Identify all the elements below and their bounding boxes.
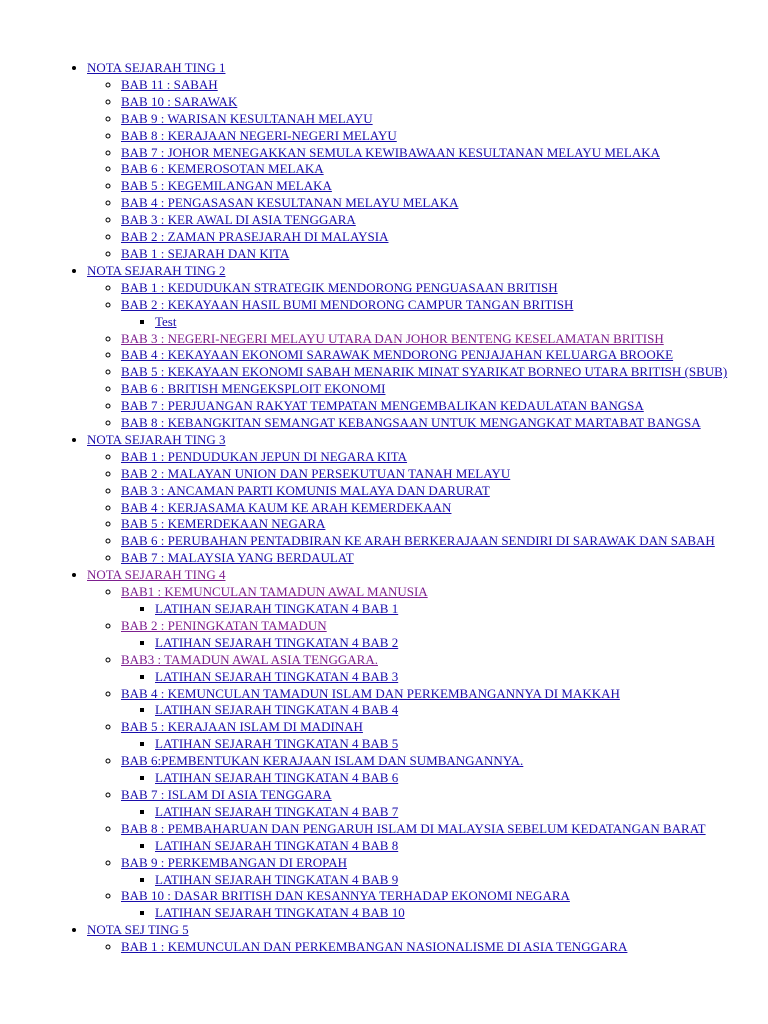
chapter-item — [121, 719, 768, 753]
chapter-item — [121, 686, 768, 720]
chapter-link[interactable]: BAB 9 : PERKEMBANGAN DI EROPAH — [121, 854, 347, 870]
chapter-link[interactable]: BAB 7 : MALAYSIA YANG BERDAULAT — [121, 550, 354, 566]
chapter-link[interactable]: BAB3 : TAMADUN AWAL ASIA TENGGARA. — [121, 651, 378, 667]
sub-item — [155, 905, 768, 922]
chapter-item — [121, 550, 768, 567]
sub-item — [155, 314, 768, 331]
chapter-item — [121, 364, 768, 381]
chapter-item — [121, 94, 768, 111]
chapter-link[interactable]: BAB 6 : PERUBAHAN PENTADBIRAN KE ARAH BERKERAJAAN SENDIRI DI SARAWAK DAN SABAH — [121, 533, 715, 549]
sub-item — [155, 838, 768, 855]
chapter-link[interactable]: BAB 4 : KERJASAMA KAUM KE ARAH KEMERDEKAAN — [121, 499, 452, 515]
chapter-list — [87, 939, 768, 956]
document-body — [0, 60, 768, 956]
chapter-item — [121, 297, 768, 331]
chapter-item — [121, 77, 768, 94]
chapter-link[interactable]: BAB 5 : KEGEMILANGAN MELAKA — [121, 178, 332, 194]
chapter-link[interactable]: BAB 5 : KEMERDEKAAN NEGARA — [121, 516, 326, 532]
chapter-list — [87, 584, 768, 922]
chapter-item — [121, 347, 768, 364]
chapter-item — [121, 111, 768, 128]
chapter-item — [121, 161, 768, 178]
chapter-item — [121, 195, 768, 212]
section-link[interactable]: NOTA SEJARAH TING 3 — [87, 431, 226, 447]
chapter-list — [87, 449, 768, 567]
section-list — [0, 60, 768, 956]
chapter-item — [121, 398, 768, 415]
chapter-link[interactable]: BAB 7 : PERJUANGAN RAKYAT TEMPATAN MENGEMBALIKAN KEDAULATAN BANGSA — [121, 398, 644, 414]
chapter-link[interactable]: BAB 3 : KER AWAL DI ASIA TENGGARA — [121, 212, 356, 228]
sub-item — [155, 872, 768, 889]
exercise-link[interactable]: LATIHAN SEJARAH TINGKATAN 4 BAB 10 — [155, 905, 405, 921]
chapter-link[interactable]: BAB 4 : KEKAYAAN EKONOMI SARAWAK MENDORONG PENJAJAHAN KELUARGA BROOKE — [121, 347, 674, 363]
chapter-list — [87, 77, 768, 263]
chapter-item — [121, 753, 768, 787]
exercise-link[interactable]: LATIHAN SEJARAH TINGKATAN 4 BAB 4 — [155, 702, 399, 718]
exercise-link[interactable]: LATIHAN SEJARAH TINGKATAN 4 BAB 2 — [155, 634, 399, 650]
chapter-link[interactable]: BAB 7 : ISLAM DI ASIA TENGGARA — [121, 786, 332, 802]
chapter-item — [121, 212, 768, 229]
sub-item — [155, 770, 768, 787]
chapter-link[interactable]: BAB1 : KEMUNCULAN TAMADUN AWAL MANUSIA — [121, 584, 428, 600]
chapter-link[interactable]: BAB 2 : PENINGKATAN TAMADUN — [121, 617, 327, 633]
chapter-link[interactable]: BAB 1 : PENDUDUKAN JEPUN DI NEGARA KITA — [121, 448, 408, 464]
chapter-link[interactable]: BAB 4 : KEMUNCULAN TAMADUN ISLAM DAN PERKEMBANGANNYA DI MAKKAH — [121, 685, 620, 701]
chapter-link[interactable]: BAB 5 : KERAJAAN ISLAM DI MADINAH — [121, 719, 363, 735]
chapter-link[interactable]: BAB 11 : SABAH — [121, 76, 218, 92]
chapter-item — [121, 821, 768, 855]
chapter-item — [121, 178, 768, 195]
section-link[interactable]: NOTA SEJARAH TING 4 — [87, 567, 226, 583]
exercise-link[interactable]: LATIHAN SEJARAH TINGKATAN 4 BAB 8 — [155, 837, 399, 853]
exercise-link[interactable]: LATIHAN SEJARAH TINGKATAN 4 BAB 9 — [155, 871, 399, 887]
chapter-item — [121, 229, 768, 246]
section-item — [87, 263, 768, 432]
chapter-link[interactable]: BAB 3 : ANCAMAN PARTI KOMUNIS MALAYA DAN DARURAT — [121, 482, 490, 498]
chapter-link[interactable]: BAB 2 : KEKAYAAN HASIL BUMI MENDORONG CAMPUR TANGAN BRITISH — [121, 296, 574, 312]
chapter-item — [121, 939, 768, 956]
sub-item — [155, 635, 768, 652]
chapter-link[interactable]: BAB 1 : KEDUDUKAN STRATEGIK MENDORONG PENGUASAAN BRITISH — [121, 279, 558, 295]
chapter-link[interactable]: BAB 2 : MALAYAN UNION DAN PERSEKUTUAN TANAH MELAYU — [121, 465, 511, 481]
chapter-item — [121, 483, 768, 500]
sub-list — [121, 601, 768, 618]
exercise-link[interactable]: LATIHAN SEJARAH TINGKATAN 4 BAB 6 — [155, 770, 399, 786]
chapter-item — [121, 652, 768, 686]
chapter-link[interactable]: BAB 7 : JOHOR MENEGAKKAN SEMULA KEWIBAWAAN KESULTANAN MELAYU MELAKA — [121, 144, 660, 160]
chapter-item — [121, 618, 768, 652]
chapter-item — [121, 246, 768, 263]
sub-list — [121, 872, 768, 889]
sub-list — [121, 905, 768, 922]
chapter-item — [121, 516, 768, 533]
chapter-link[interactable]: BAB 10 : SARAWAK — [121, 93, 238, 109]
sub-list — [121, 314, 768, 331]
chapter-item — [121, 415, 768, 432]
section-item — [87, 432, 768, 567]
sub-item — [155, 669, 768, 686]
chapter-link[interactable]: BAB 6 : KEMEROSOTAN MELAKA — [121, 161, 324, 177]
chapter-item — [121, 500, 768, 517]
chapter-link[interactable]: BAB 8 : PEMBAHARUAN DAN PENGARUH ISLAM DI MALAYSIA SEBELUM KEDATANGAN BARAT — [121, 820, 706, 836]
sub-link[interactable]: Test — [155, 313, 177, 329]
chapter-link[interactable]: BAB 3 : NEGERI-NEGERI MELAYU UTARA DAN JOHOR BENTENG KESELAMATAN BRITISH — [121, 330, 664, 346]
chapter-link[interactable]: BAB 1 : KEMUNCULAN DAN PERKEMBANGAN NASIONALISME DI ASIA TENGGARA — [121, 939, 628, 955]
exercise-link[interactable]: LATIHAN SEJARAH TINGKATAN 4 BAB 3 — [155, 668, 399, 684]
section-item — [87, 922, 768, 956]
chapter-link[interactable]: BAB 8 : KEBANGKITAN SEMANGAT KEBANGSAAN UNTUK MENGANGKAT MARTABAT BANGSA — [121, 415, 701, 431]
chapter-item — [121, 449, 768, 466]
sub-list — [121, 669, 768, 686]
exercise-link[interactable]: LATIHAN SEJARAH TINGKATAN 4 BAB 7 — [155, 803, 399, 819]
chapter-item — [121, 128, 768, 145]
chapter-item — [121, 584, 768, 618]
sub-list — [121, 635, 768, 652]
chapter-item — [121, 331, 768, 348]
sub-list — [121, 838, 768, 855]
chapter-item — [121, 855, 768, 889]
chapter-link[interactable]: BAB 10 : DASAR BRITISH DAN KESANNYA TERHADAP EKONOMI NEGARA — [121, 888, 570, 904]
sub-item — [155, 702, 768, 719]
chapter-link[interactable]: BAB 1 : SEJARAH DAN KITA — [121, 245, 290, 261]
chapter-list — [87, 280, 768, 432]
chapter-link[interactable]: BAB 6:PEMBENTUKAN KERAJAAN ISLAM DAN SUMBANGANNYA. — [121, 753, 524, 769]
chapter-item — [121, 280, 768, 297]
chapter-link[interactable]: BAB 9 : WARISAN KESULTANAH MELAYU — [121, 110, 373, 126]
chapter-item — [121, 888, 768, 922]
chapter-item — [121, 381, 768, 398]
chapter-link[interactable]: BAB 4 : PENGASASAN KESULTANAN MELAYU MELAKA — [121, 195, 459, 211]
sub-item — [155, 736, 768, 753]
exercise-link[interactable]: LATIHAN SEJARAH TINGKATAN 4 BAB 5 — [155, 736, 399, 752]
sub-list — [121, 770, 768, 787]
section-link[interactable]: NOTA SEJARAH TING 1 — [87, 60, 226, 75]
section-link[interactable]: NOTA SEJARAH TING 2 — [87, 262, 226, 278]
sub-item — [155, 804, 768, 821]
chapter-link[interactable]: BAB 8 : KERAJAAN NEGERI-NEGERI MELAYU — [121, 127, 397, 143]
section-item — [87, 60, 768, 263]
chapter-link[interactable]: BAB 2 : ZAMAN PRASEJARAH DI MALAYSIA — [121, 229, 389, 245]
chapter-item — [121, 466, 768, 483]
sub-list — [121, 736, 768, 753]
chapter-link[interactable]: BAB 6 : BRITISH MENGEKSPLOIT EKONOMI — [121, 381, 386, 397]
chapter-item — [121, 145, 768, 162]
sub-list — [121, 702, 768, 719]
exercise-link[interactable]: LATIHAN SEJARAH TINGKATAN 4 BAB 1 — [155, 601, 399, 616]
chapter-item — [121, 533, 768, 550]
section-link[interactable]: NOTA SEJ TING 5 — [87, 922, 189, 938]
section-item — [87, 567, 768, 922]
sub-item — [155, 601, 768, 618]
chapter-link[interactable]: BAB 5 : KEKAYAAN EKONOMI SABAH MENARIK MINAT SYARIKAT BORNEO UTARA BRITISH (SBUB) — [121, 364, 728, 380]
sub-list — [121, 804, 768, 821]
chapter-item — [121, 787, 768, 821]
